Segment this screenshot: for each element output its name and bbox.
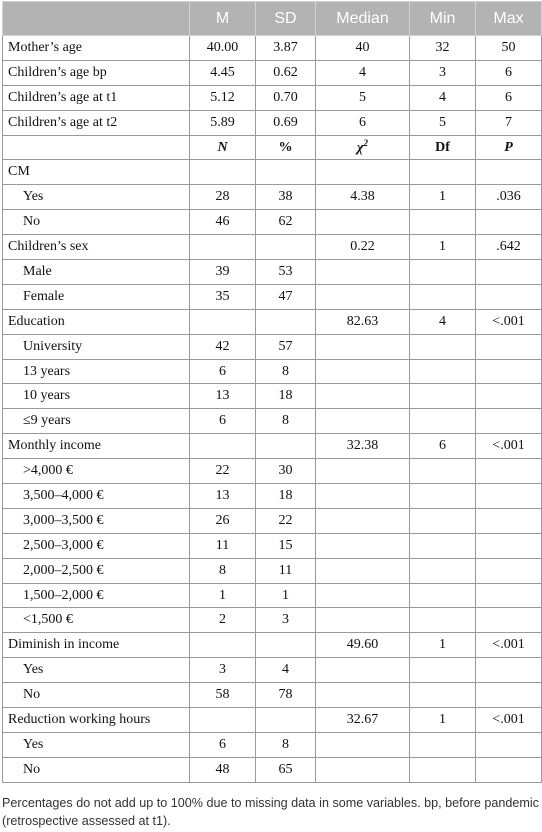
row-label: Female — [3, 284, 190, 309]
cell-chi: 82.63 — [316, 309, 410, 334]
cell-n: 42 — [190, 334, 256, 359]
cell-n: 13 — [190, 484, 256, 509]
cell-n: 8 — [190, 558, 256, 583]
cell-n: 26 — [190, 508, 256, 533]
row-label: Mother’s age — [3, 36, 190, 61]
count-row — [3, 459, 542, 484]
count-row — [3, 558, 542, 583]
cell-median: 6 — [316, 110, 410, 135]
cell-df — [410, 484, 476, 509]
subheader-df: Df — [410, 135, 476, 160]
header-median: Median — [316, 2, 410, 36]
cell-p — [476, 608, 542, 633]
cell-n: 2 — [190, 608, 256, 633]
cell-pct: 8 — [256, 409, 316, 434]
row-label: Monthly income — [3, 434, 190, 459]
cell-pct: 8 — [256, 359, 316, 384]
cell-chi — [316, 757, 410, 782]
cell-df: 6 — [410, 434, 476, 459]
cell-n — [190, 708, 256, 733]
row-label: 3,000–3,500 € — [3, 508, 190, 533]
cell-chi — [316, 583, 410, 608]
row-label: Diminish in income — [3, 633, 190, 658]
count-row — [3, 235, 542, 260]
cell-pct: 18 — [256, 384, 316, 409]
cell-n — [190, 309, 256, 334]
count-row — [3, 284, 542, 309]
cell-df — [410, 683, 476, 708]
cell-pct — [256, 309, 316, 334]
cell-n — [190, 434, 256, 459]
cell-df: 1 — [410, 708, 476, 733]
count-row — [3, 384, 542, 409]
cell-n — [190, 235, 256, 260]
count-row — [3, 633, 542, 658]
cell-df — [410, 409, 476, 434]
cell-n: 3 — [190, 658, 256, 683]
cell-chi — [316, 508, 410, 533]
cell-df — [410, 284, 476, 309]
cell-m: 5.12 — [190, 85, 256, 110]
cell-df — [410, 459, 476, 484]
count-row — [3, 757, 542, 782]
cell-df — [410, 533, 476, 558]
count-row — [3, 309, 542, 334]
row-label: Male — [3, 260, 190, 285]
count-row — [3, 683, 542, 708]
subheader-chi — [316, 135, 410, 160]
row-label: Reduction working hours — [3, 708, 190, 733]
cell-p: .036 — [476, 185, 542, 210]
cell-max: 7 — [476, 110, 542, 135]
cell-n: 6 — [190, 732, 256, 757]
cell-df — [410, 757, 476, 782]
cell-pct: 30 — [256, 459, 316, 484]
cell-p — [476, 160, 542, 185]
cell-n: 6 — [190, 409, 256, 434]
cell-chi — [316, 334, 410, 359]
row-label: No — [3, 757, 190, 782]
row-label: >4,000 € — [3, 459, 190, 484]
count-row — [3, 484, 542, 509]
row-label: Yes — [3, 658, 190, 683]
row-label: University — [3, 334, 190, 359]
subheader-n: N — [190, 135, 256, 160]
cell-p: <.001 — [476, 633, 542, 658]
cell-chi: 49.60 — [316, 633, 410, 658]
cell-df — [410, 160, 476, 185]
cell-df — [410, 334, 476, 359]
cell-p — [476, 683, 542, 708]
cell-n: 28 — [190, 185, 256, 210]
stats-body — [3, 36, 542, 136]
row-label: Children’s age at t2 — [3, 110, 190, 135]
subheader-pct: % — [256, 135, 316, 160]
cell-pct: 62 — [256, 210, 316, 235]
cell-sd: 0.62 — [256, 60, 316, 85]
row-label: CM — [3, 160, 190, 185]
cell-df — [410, 608, 476, 633]
count-row — [3, 185, 542, 210]
count-row — [3, 434, 542, 459]
header-sd: SD — [256, 2, 316, 36]
subheader-body — [3, 135, 542, 160]
cell-df — [410, 260, 476, 285]
cell-median: 40 — [316, 36, 410, 61]
cell-p: .642 — [476, 235, 542, 260]
cell-n: 39 — [190, 260, 256, 285]
cell-n: 58 — [190, 683, 256, 708]
cell-p — [476, 409, 542, 434]
cell-p — [476, 260, 542, 285]
cell-df — [410, 508, 476, 533]
row-label: Education — [3, 309, 190, 334]
cell-df — [410, 210, 476, 235]
cell-chi — [316, 359, 410, 384]
cell-p — [476, 508, 542, 533]
cell-pct: 47 — [256, 284, 316, 309]
row-label: Children’s sex — [3, 235, 190, 260]
cell-sd: 3.87 — [256, 36, 316, 61]
cell-n: 48 — [190, 757, 256, 782]
count-row — [3, 583, 542, 608]
cell-n: 11 — [190, 533, 256, 558]
cell-p — [476, 533, 542, 558]
cell-pct: 22 — [256, 508, 316, 533]
cell-chi — [316, 533, 410, 558]
cell-df — [410, 658, 476, 683]
cell-chi — [316, 484, 410, 509]
stats-row — [3, 85, 542, 110]
cell-chi — [316, 284, 410, 309]
cell-pct — [256, 235, 316, 260]
cell-max: 6 — [476, 85, 542, 110]
cell-pct — [256, 160, 316, 185]
cell-p — [476, 334, 542, 359]
count-row — [3, 409, 542, 434]
cell-chi — [316, 210, 410, 235]
row-label: ≤9 years — [3, 409, 190, 434]
header-max: Max — [476, 2, 542, 36]
count-row — [3, 658, 542, 683]
header-blank — [3, 2, 190, 36]
row-label: 2,500–3,000 € — [3, 533, 190, 558]
cell-n: 22 — [190, 459, 256, 484]
row-label: Children’s age bp — [3, 60, 190, 85]
count-row — [3, 608, 542, 633]
cell-pct: 57 — [256, 334, 316, 359]
count-body — [3, 160, 542, 782]
count-row — [3, 359, 542, 384]
cell-p: <.001 — [476, 708, 542, 733]
row-label: No — [3, 683, 190, 708]
cell-chi — [316, 260, 410, 285]
header-min: Min — [410, 2, 476, 36]
cell-min: 5 — [410, 110, 476, 135]
cell-pct: 8 — [256, 732, 316, 757]
cell-p: <.001 — [476, 309, 542, 334]
cell-chi — [316, 459, 410, 484]
cell-p — [476, 484, 542, 509]
cell-chi — [316, 683, 410, 708]
cell-n: 6 — [190, 359, 256, 384]
row-label: Children’s age at t1 — [3, 85, 190, 110]
cell-chi — [316, 409, 410, 434]
count-row — [3, 708, 542, 733]
cell-p — [476, 359, 542, 384]
count-row — [3, 533, 542, 558]
count-row — [3, 508, 542, 533]
cell-pct: 1 — [256, 583, 316, 608]
stats-row — [3, 36, 542, 61]
stats-row — [3, 60, 542, 85]
cell-p — [476, 384, 542, 409]
cell-p — [476, 732, 542, 757]
cell-max: 50 — [476, 36, 542, 61]
row-label: 1,500–2,000 € — [3, 583, 190, 608]
row-label: <1,500 € — [3, 608, 190, 633]
cell-pct: 15 — [256, 533, 316, 558]
cell-chi: 0.22 — [316, 235, 410, 260]
cell-chi: 32.38 — [316, 434, 410, 459]
cell-df: 4 — [410, 309, 476, 334]
row-label: 10 years — [3, 384, 190, 409]
cell-df — [410, 732, 476, 757]
subheader-p: P — [476, 135, 542, 160]
row-label: Yes — [3, 185, 190, 210]
data-table — [2, 1, 542, 783]
cell-pct: 4 — [256, 658, 316, 683]
row-label: No — [3, 210, 190, 235]
cell-sd: 0.69 — [256, 110, 316, 135]
table-footnote: Percentages do not add up to 100% due to missing data in some variables. bp, before pandemic (retrospective assessed at t1). — [2, 796, 539, 828]
row-label: 3,500–4,000 € — [3, 484, 190, 509]
count-row — [3, 210, 542, 235]
count-row — [3, 732, 542, 757]
stats-row — [3, 110, 542, 135]
row-label: Yes — [3, 732, 190, 757]
table-container — [2, 1, 541, 783]
cell-df — [410, 558, 476, 583]
cell-median: 5 — [316, 85, 410, 110]
cell-p — [476, 284, 542, 309]
cell-df: 1 — [410, 633, 476, 658]
cell-chi — [316, 732, 410, 757]
cell-p — [476, 583, 542, 608]
cell-pct: 3 — [256, 608, 316, 633]
cell-m: 5.89 — [190, 110, 256, 135]
header-row — [3, 2, 542, 36]
subheader-row — [3, 135, 542, 160]
cell-min: 32 — [410, 36, 476, 61]
cell-m: 4.45 — [190, 60, 256, 85]
cell-median: 4 — [316, 60, 410, 85]
cell-p — [476, 757, 542, 782]
cell-pct — [256, 708, 316, 733]
cell-pct: 38 — [256, 185, 316, 210]
header-m: M — [190, 2, 256, 36]
cell-df — [410, 583, 476, 608]
cell-p — [476, 459, 542, 484]
cell-df — [410, 384, 476, 409]
cell-pct — [256, 633, 316, 658]
cell-min: 3 — [410, 60, 476, 85]
cell-df — [410, 359, 476, 384]
cell-pct: 65 — [256, 757, 316, 782]
cell-chi — [316, 160, 410, 185]
subheader-blank — [3, 135, 190, 160]
cell-pct: 53 — [256, 260, 316, 285]
count-row — [3, 260, 542, 285]
cell-df: 1 — [410, 235, 476, 260]
cell-chi — [316, 608, 410, 633]
cell-chi: 4.38 — [316, 185, 410, 210]
cell-min: 4 — [410, 85, 476, 110]
cell-n: 46 — [190, 210, 256, 235]
cell-p — [476, 658, 542, 683]
cell-sd: 0.70 — [256, 85, 316, 110]
cell-p — [476, 210, 542, 235]
count-row — [3, 160, 542, 185]
cell-n — [190, 160, 256, 185]
row-label: 2,000–2,500 € — [3, 558, 190, 583]
cell-pct: 11 — [256, 558, 316, 583]
cell-p — [476, 558, 542, 583]
chi-exponent: 2 — [363, 138, 368, 149]
cell-max: 6 — [476, 60, 542, 85]
cell-pct — [256, 434, 316, 459]
cell-n: 35 — [190, 284, 256, 309]
chi-symbol: χ — [356, 140, 364, 156]
cell-chi — [316, 658, 410, 683]
cell-chi — [316, 558, 410, 583]
cell-m: 40.00 — [190, 36, 256, 61]
cell-p: <.001 — [476, 434, 542, 459]
cell-chi: 32.67 — [316, 708, 410, 733]
cell-n — [190, 633, 256, 658]
cell-pct: 78 — [256, 683, 316, 708]
cell-chi — [316, 384, 410, 409]
cell-n: 1 — [190, 583, 256, 608]
cell-n: 13 — [190, 384, 256, 409]
cell-df: 1 — [410, 185, 476, 210]
count-row — [3, 334, 542, 359]
row-label: 13 years — [3, 359, 190, 384]
cell-pct: 18 — [256, 484, 316, 509]
